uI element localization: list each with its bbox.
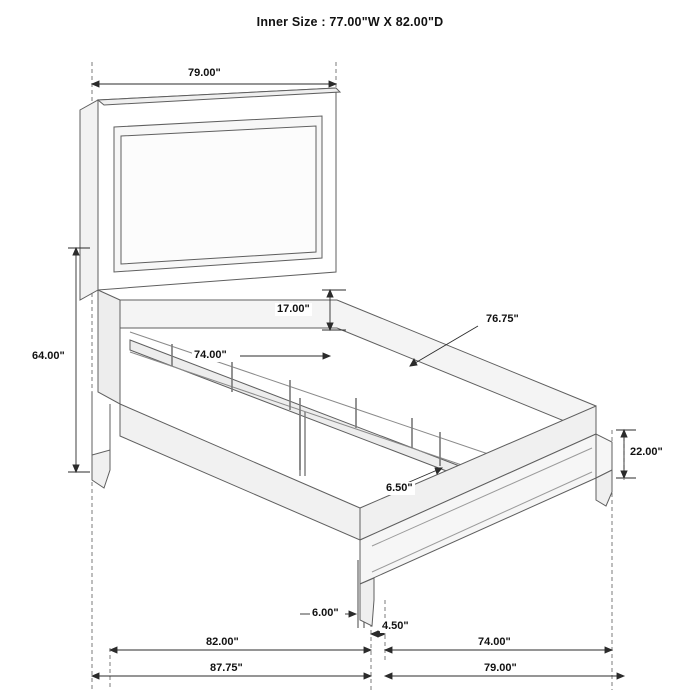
dimension-label-footboard-outer-width: 79.00" <box>484 662 517 674</box>
dimension-label-rail-clearance: 17.00" <box>277 303 310 315</box>
dimension-label-footboard-thickness: 4.50" <box>382 620 409 632</box>
dimension-label-frame-depth-inner: 82.00" <box>206 636 239 648</box>
dimension-label-frame-depth-outer: 87.75" <box>210 662 243 674</box>
dimension-label-headboard-height: 64.00" <box>32 350 65 362</box>
dimension-label-leg-height: 6.00" <box>312 607 339 619</box>
dimension-label-footboard-height: 22.00" <box>630 446 663 458</box>
dimension-label-slat-width: 6.50" <box>386 482 413 494</box>
dimension-label-headboard-width: 79.00" <box>188 67 221 79</box>
dimension-label-inner-depth: 76.75" <box>486 313 519 325</box>
dimension-label-footboard-width: 74.00" <box>478 636 511 648</box>
page-title: Inner Size : 77.00"W X 82.00"D <box>256 15 444 29</box>
dimension-label-slat-span: 74.00" <box>194 349 227 361</box>
